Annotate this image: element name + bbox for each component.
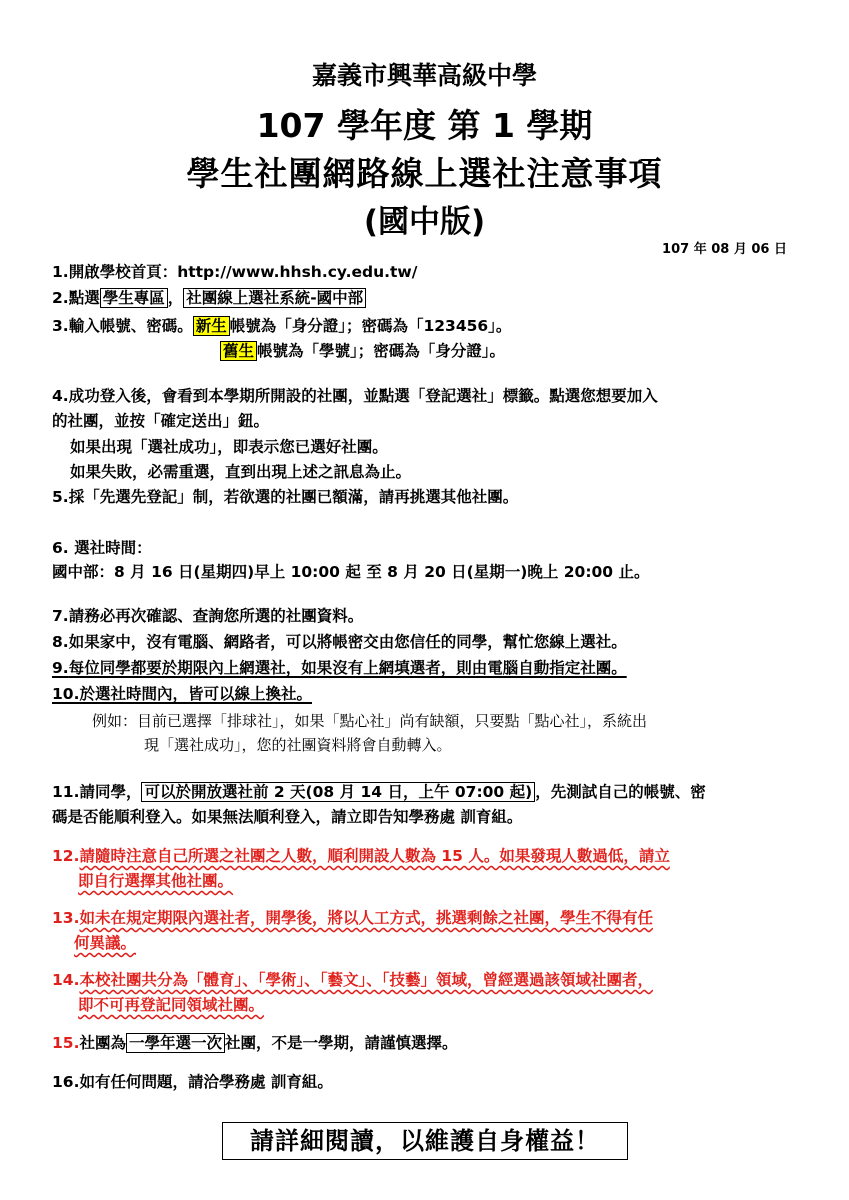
- item-10-example-line1: 例如：目前已選擇「排球社」，如果「點心社」尚有缺額，只要點「點心社」，系統出: [92, 712, 648, 730]
- item-3: 3.輸入帳號、密碼。 新生 帳號為「身分證」；密碼為「123456」。: [52, 317, 512, 335]
- item-4-line3: 如果出現「選社成功」，即表示您已選好社團。: [70, 438, 388, 456]
- edition-label: (國中版): [363, 204, 486, 240]
- item-8: 8.如果家中，沒有電腦、網路者，可以將帳密交由您信任的同學，幫忙您線上選社。: [52, 633, 627, 651]
- item-16: 16.如有任何問題，請洽學務處 訓育組。: [52, 1073, 333, 1091]
- item-12: 12.請隨時注意自己所選之社團之人數，順利開設人數為 15 人。如果發現人數過低，請立: [52, 847, 670, 865]
- page-title: 學生社團網路線上選社注意事項: [186, 154, 663, 193]
- student-area-box: 學生專區: [100, 288, 168, 308]
- item-6: 6. 選社時間：: [52, 539, 152, 557]
- item-4: 4.成功登入後，會看到本學期所開設的社團，並點選「登記選社」標籤。點選您想要加入: [52, 387, 658, 405]
- item-4-line2: 的社團，並按「確定送出」鈕。: [52, 412, 270, 430]
- item-14: 14.本校社團共分為「體育」、「學術」、「藝文」、「技藝」領域，曾經選過該領域社團者，: [52, 971, 653, 989]
- item-15: 15.社團為 一學年選一次 社團，不是一學期，請謹慎選擇。: [52, 1034, 458, 1052]
- item-9: 9.每位同學都要於期限內上網選社，如果沒有上網填選者，則由電腦自動指定社團。: [52, 659, 627, 677]
- old-student-badge: 舊生: [220, 341, 257, 361]
- pre-test-period-box: 可以於開放選社前 2 天(08 月 14 日，上午 07:00 起): [141, 782, 535, 802]
- item-13: 13.如未在規定期限內選社者，開學後，將以人工方式，挑選剩餘之社團，學生不得有任: [52, 909, 653, 927]
- item-10: 10.於選社時間內，皆可以線上換社。: [52, 685, 312, 703]
- item-6-time: 國中部：8 月 16 日(星期四)早上 10:00 起 至 8 月 20 日(星期一)晚上 20:00 止。: [52, 563, 650, 581]
- item-7: 7.請務必再次確認、查詢您所選的社團資料。: [52, 607, 364, 625]
- read-carefully-notice: 請詳細閱讀，以維護自身權益！: [222, 1122, 628, 1160]
- item-10-example-line2: 現「選社成功」，您的社團資料將會自動轉入。: [144, 736, 452, 754]
- item-13-line2: 何異議。: [74, 934, 137, 952]
- item-12-line2: 即自行選擇其他社團。: [78, 872, 234, 890]
- item-5: 5.採「先選先登記」制，若欲選的社團已額滿，請再挑選其他社團。: [52, 488, 519, 506]
- item-1: 1.開啟學校首頁：http://www.hhsh.cy.edu.tw/: [52, 263, 418, 281]
- club-system-box: 社團線上選社系統-國中部: [183, 288, 366, 308]
- item-11: 11.請同學， 可以於開放選社前 2 天(08 月 14 日，上午 07:00 起) ，先測試自己的帳號、密: [52, 783, 706, 801]
- item-2: 2.點選 學生專區 ， 社團線上選社系統-國中部: [52, 288, 366, 308]
- term-title: 107 學年度 第 1 學期: [256, 106, 593, 145]
- school-name: 嘉義市興華高級中學: [311, 61, 537, 90]
- once-per-year-box: 一學年選一次: [126, 1033, 225, 1053]
- item-4-line4: 如果失敗，必需重選，直到出現上述之訊息為止。: [70, 463, 412, 481]
- item-14-line2: 即不可再登記同領域社團。: [78, 996, 265, 1014]
- new-student-badge: 新生: [193, 316, 230, 336]
- item-3-old-student: 舊生 帳號為「學號」；密碼為「身分證」。: [220, 341, 505, 361]
- document-date: 107 年 08 月 06 日: [662, 242, 787, 257]
- item-11-line2: 碼是否能順利登入。如果無法順利登入，請立即告知學務處 訓育組。: [52, 808, 523, 826]
